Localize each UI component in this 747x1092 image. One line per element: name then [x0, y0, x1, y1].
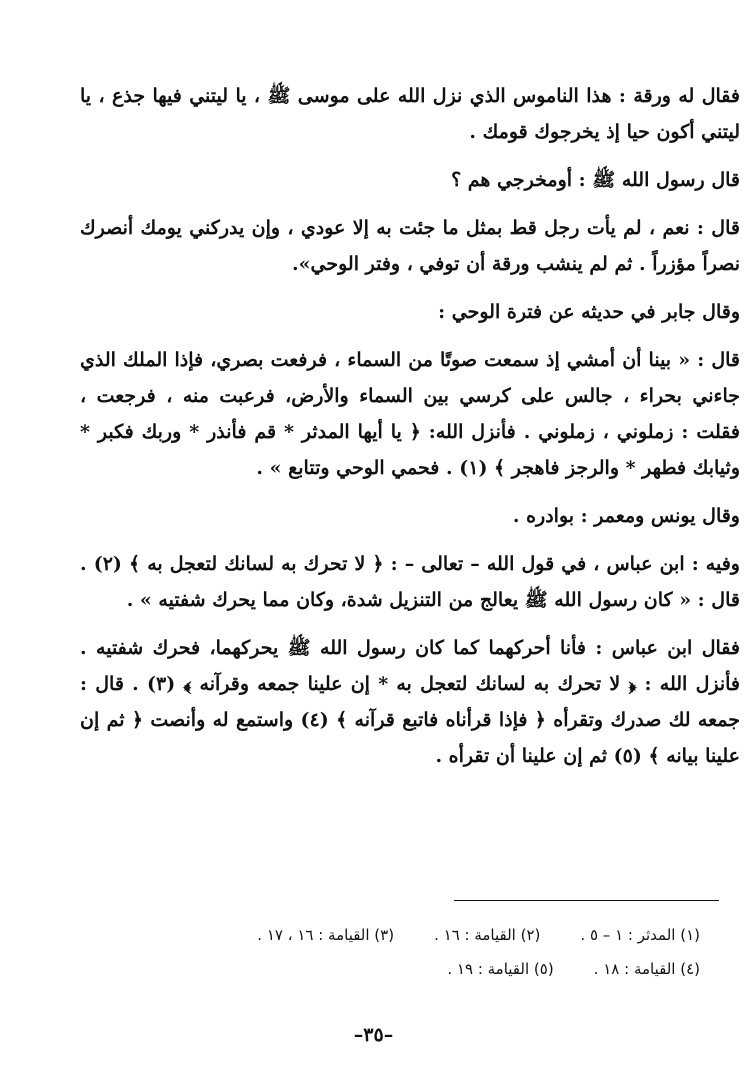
paragraph: قال رسول الله ﷺ : أومخرجي هم ؟: [451, 169, 740, 191]
paragraph: وفيه : ابن عباس ، في قول الله – تعالى – : ﴿ لا تحرك به لسانك لتعجل به ﴾ (٢) . قال : « كان رسول الله ﷺ يعالج من التنزيل شدة، وكان مما يحرك شفتيه » .: [80, 553, 740, 611]
footnote-2: (٢) القيامة : ١٦ .: [434, 926, 541, 944]
page-number: –٣٥–: [353, 1024, 394, 1046]
footnote-1: (١) المدثر : ١ – ٥ .: [580, 926, 700, 944]
footnote-row: [100, 918, 700, 952]
body-text: [80, 78, 740, 786]
paragraph: قال : نعم ، لم يأت رجل قط بمثل ما جئت به إلا عودي ، وإن يدركني يومك أنصرك نصراً مؤزراً . ثم لم ينشب ورقة أن توفي ، وفتر الوحي».: [80, 217, 740, 275]
paragraph: فقال له ورقة : هذا الناموس الذي نزل الله على موسى ﷺ ، يا ليتني فيها جذع ، يا ليتني أكون حيا إذ يخرجوك قومك .: [80, 85, 740, 143]
paragraph: وقال جابر في حديثه عن فترة الوحي :: [438, 301, 740, 323]
footnote-3: (٣) القيامة : ١٦ ، ١٧ .: [257, 926, 395, 944]
footnote-4: (٤) القيامة : ١٨ .: [593, 960, 700, 978]
footnote-divider: [454, 900, 719, 901]
paragraph: وقال يونس ومعمر : بوادره .: [512, 505, 740, 527]
footnotes: [100, 918, 700, 986]
paragraph: قال : « بينا أن أمشي إذ سمعت صوتًا من السماء ، فرفعت بصري، فإذا الملك الذي جاءني بحراء ، جالس على كرسي بين السماء والأرض، فرعبت منه ، فرجعت ، فقلت : زملوني ، زملوني . فأنزل الله: ﴿ يا أيها المدثر * قم فأنذر * وربك فكبر * وثيابك فطهر * والرجز فاهجر ﴾ (١) . فحمي الوحي وتتابع » .: [80, 349, 740, 479]
footnote-row: [100, 952, 700, 986]
footnote-5: (٥) القيامة : ١٩ .: [447, 960, 554, 978]
paragraph: فقال ابن عباس : فأنا أحركهما كما كان رسول الله ﷺ يحركهما، فحرك شفتيه . فأنزل الله : ﴿ لا تحرك به لسانك لتعجل به * إن علينا جمعه وقرآنه ﴾ (٣) . قال : جمعه لك صدرك وتقرأه ﴿ فإذا قرأناه فاتبع قرآنه ﴾ (٤) واستمع له وأنصت ﴿ ثم إن علينا بيانه ﴾ (٥) ثم إن علينا أن تقرأه .: [80, 637, 741, 767]
